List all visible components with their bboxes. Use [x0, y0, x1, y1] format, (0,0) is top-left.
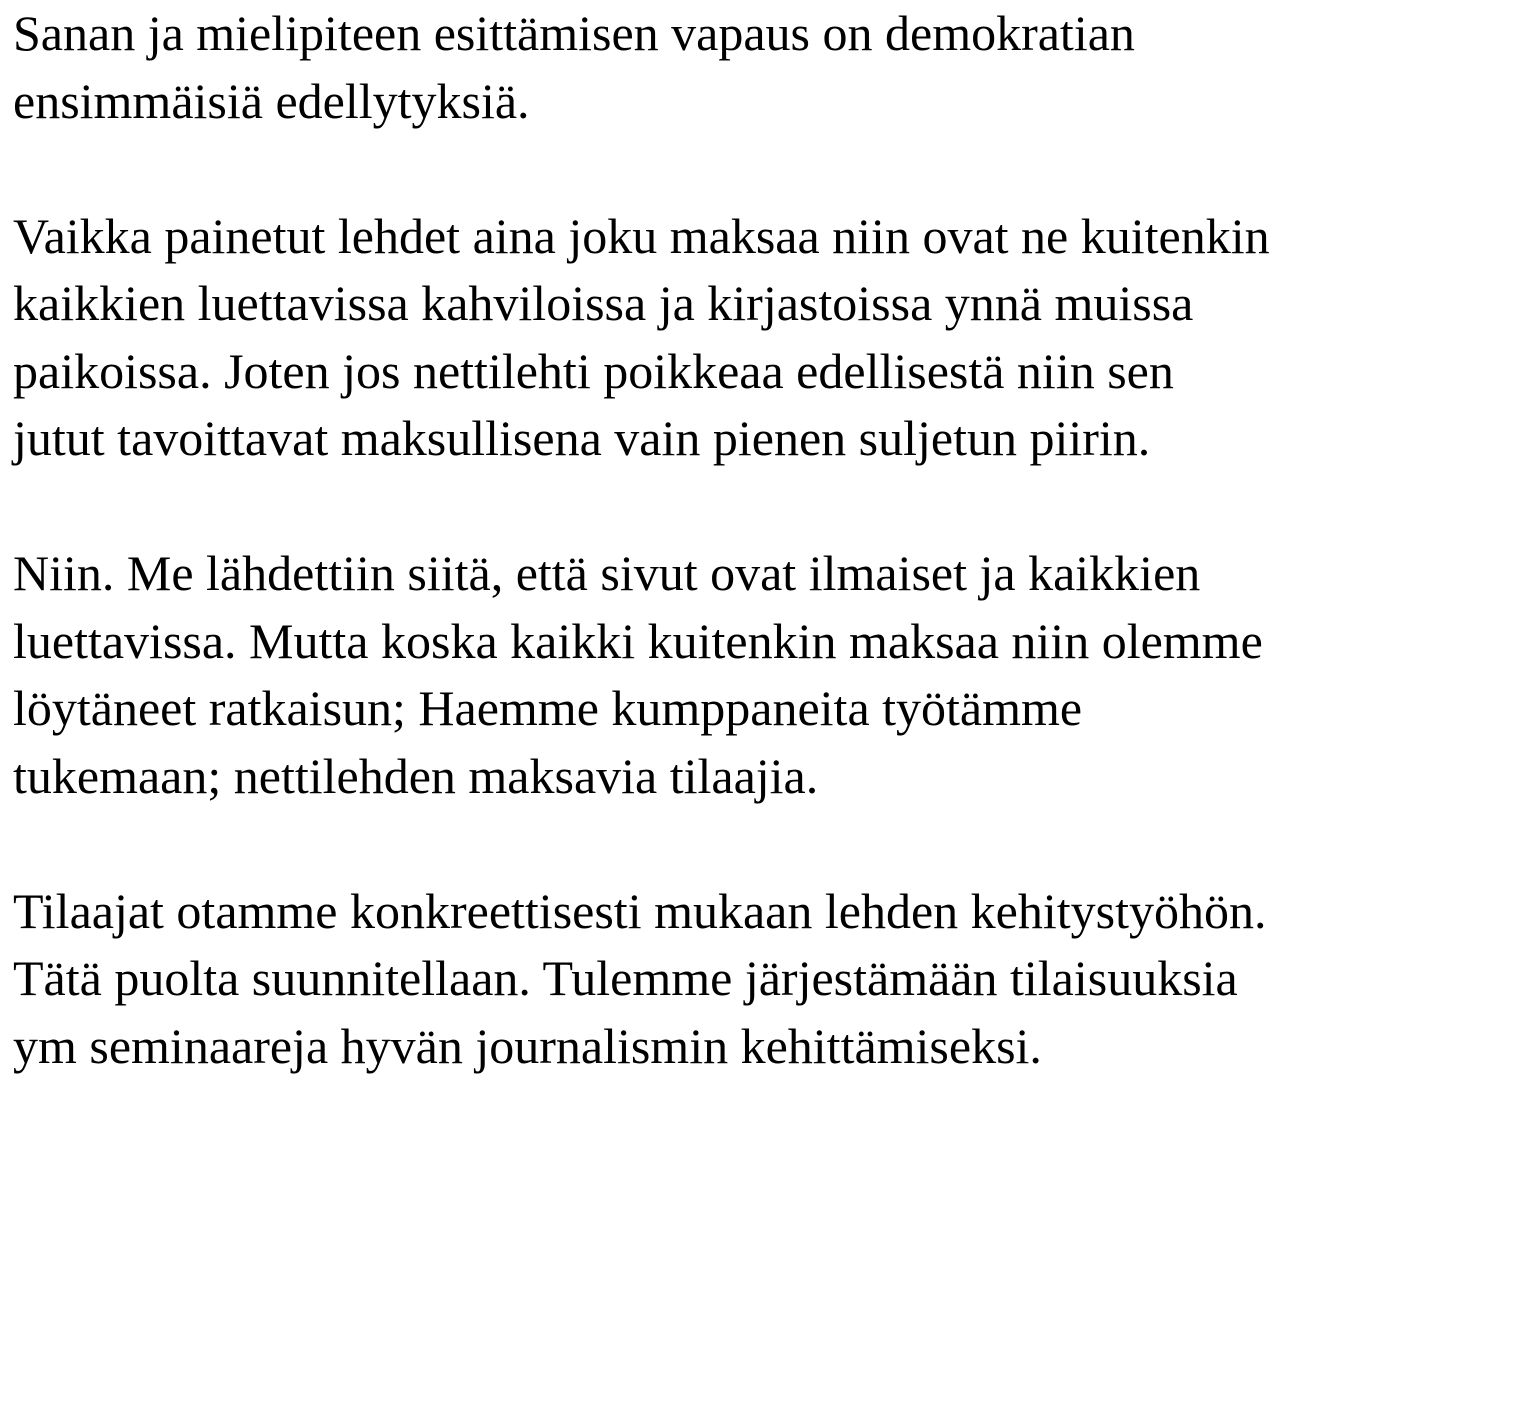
paragraph-spacer [13, 135, 1508, 203]
paragraph-1 [13, 0, 1508, 135]
text-line: kaikkien luettavissa kahviloissa ja kirjastoissa ynnä muissa [13, 275, 1194, 331]
paragraph-3 [13, 540, 1508, 810]
text-line: tukemaan; nettilehden maksavia tilaajia. [13, 747, 819, 804]
document-body [13, 0, 1508, 1080]
text-line: Tätä puolta suunnitellaan. Tulemme järjestämään tilaisuuksia [13, 950, 1238, 1006]
text-line: Vaikka painetut lehdet aina joku maksaa niin ovat ne kuitenkin [13, 207, 1270, 264]
paragraph-4 [13, 878, 1508, 1081]
text-line: ensimmäisiä edellytyksiä. [13, 72, 530, 129]
text-line: löytäneet ratkaisun; Haemme kumppaneita työtämme [13, 680, 1083, 736]
paragraph-spacer [13, 810, 1508, 878]
text-line: Niin. Me lähdettiin siitä, että sivut ovat ilmaiset ja kaikkien [13, 545, 1201, 601]
text-line: jutut tavoittavat maksullisena vain pienen suljetun piirin. [13, 410, 1151, 466]
paragraph-2 [13, 203, 1508, 473]
paragraph-spacer [13, 473, 1508, 541]
text-line: Sanan ja mielipiteen esittämisen vapaus on demokratian [13, 5, 1135, 61]
text-line: luettavissa. Mutta koska kaikki kuitenkin maksaa niin olemme [13, 612, 1263, 669]
text-line: ym seminaareja hyvän journalismin kehittämiseksi. [13, 1017, 1042, 1074]
text-line: paikoissa. Joten jos nettilehti poikkeaa edellisestä niin sen [13, 342, 1174, 399]
text-line: Tilaajat otamme konkreettisesti mukaan lehden kehitystyöhön. [13, 882, 1267, 939]
